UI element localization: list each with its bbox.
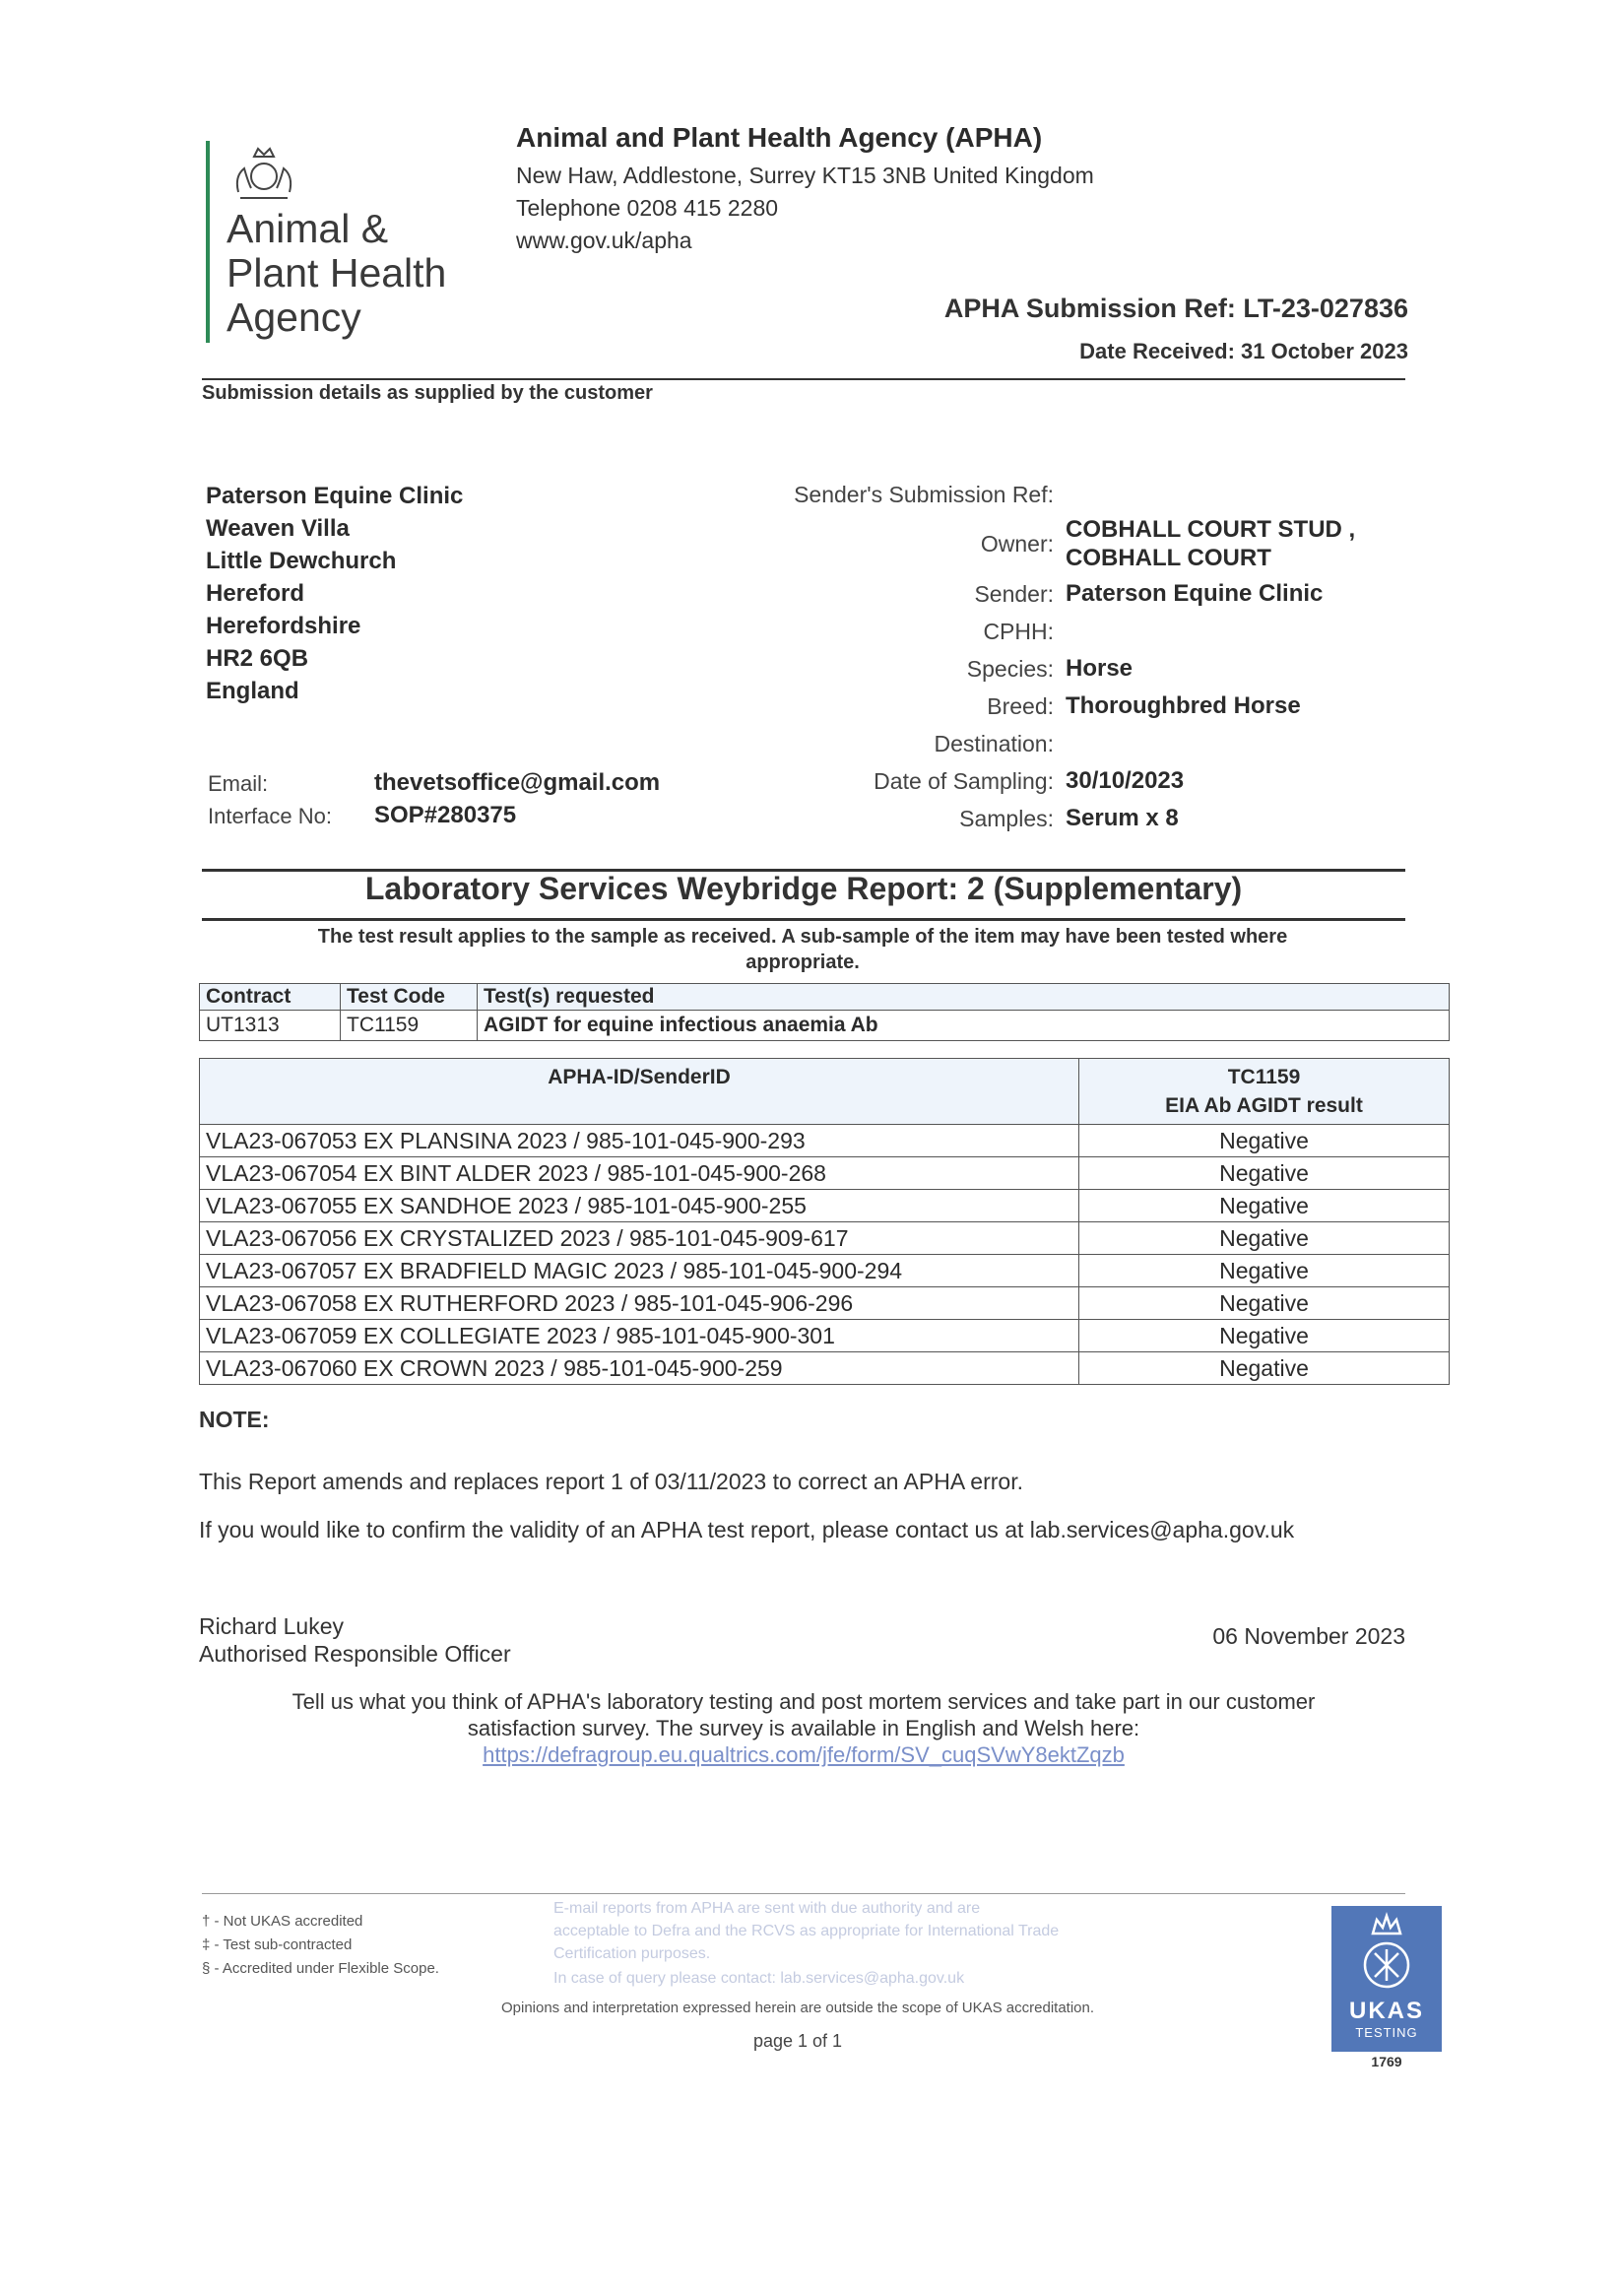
- customer-address-line: Paterson Equine Clinic: [206, 483, 464, 509]
- ukas-testing: TESTING: [1355, 2025, 1418, 2040]
- survey-link[interactable]: https://defragroup.eu.qualtrics.com/jfe/form/SV_cuqSVwY8ektZqzb: [483, 1742, 1125, 1767]
- logo-accent-bar: [206, 141, 210, 343]
- applies-statement: The test result applies to the sample as received. A sub-sample of the item may have been tested where appropriate.: [317, 926, 1288, 973]
- sample-id: VLA23-067057 EX BRADFIELD MAGIC 2023 / 985-101-045-900-294: [200, 1255, 1079, 1287]
- test-code-column: TC1159: [1227, 1066, 1301, 1088]
- date-received: Date Received: 31 October 2023: [1079, 339, 1408, 363]
- customer-address-line: Weaven Villa: [206, 515, 350, 542]
- sample-result: Negative: [1079, 1157, 1450, 1190]
- officer-name: Richard Lukey: [199, 1613, 345, 1639]
- table-row: [200, 1320, 1450, 1352]
- sample-id: VLA23-067053 EX PLANSINA 2023 / 985-101-045-900-293: [200, 1125, 1079, 1157]
- sample-id: VLA23-067060 EX CROWN 2023 / 985-101-045-900-259: [200, 1352, 1079, 1385]
- customer-address-line: HR2 6QB: [206, 645, 309, 672]
- submission-ref: APHA Submission Ref: LT-23-027836: [943, 294, 1408, 323]
- table-row: [200, 1352, 1450, 1385]
- sample-result: Negative: [1079, 1287, 1450, 1320]
- table-row: [200, 1125, 1450, 1157]
- ukas-number: 1769: [1371, 2054, 1402, 2069]
- header-divider: [202, 378, 1405, 380]
- breed-value: Thoroughbred Horse: [1066, 692, 1301, 719]
- sampling-date-value: 30/10/2023: [1066, 767, 1185, 794]
- sample-id: VLA23-067056 EX CRYSTALIZED 2023 / 985-101-045-909-617: [200, 1222, 1079, 1255]
- contract-header: Contract: [200, 984, 341, 1011]
- table-row: [200, 1157, 1450, 1190]
- ukas-badge-content: [1331, 1906, 1442, 2040]
- sample-id: VLA23-067059 EX COLLEGIATE 2023 / 985-101-045-900-301: [200, 1320, 1079, 1352]
- page-number: page 1 of 1: [752, 2031, 843, 2051]
- email-notice: E-mail reports from APHA are sent with due authority and are acceptable to Defra and the RCVS as appropriate for International Trade Certification purposes. In case of query please contact: lab.services@apha.gov.uk: [553, 1900, 1060, 1987]
- results-table: [199, 1058, 1450, 1385]
- table-row: [200, 1222, 1450, 1255]
- interface-label: Interface No:: [208, 804, 332, 828]
- breed-label: Breed:: [987, 693, 1054, 719]
- sample-result: Negative: [1079, 1125, 1450, 1157]
- amend-note: This Report amends and replaces report 1 of 03/11/2023 to correct an APHA error.: [199, 1469, 1023, 1494]
- test-code-value: TC1159: [341, 1011, 478, 1041]
- result-header: [1079, 1059, 1450, 1125]
- sample-result: Negative: [1079, 1320, 1450, 1352]
- customer-address-line: England: [206, 678, 299, 704]
- owner-value-line2: COBHALL COURT: [1066, 545, 1271, 571]
- report-bottom-rule: [202, 918, 1405, 921]
- customer-address-line: Hereford: [206, 580, 305, 607]
- royal-crest-icon: [225, 143, 303, 204]
- legend-not-accredited: † - Not UKAS accredited: [202, 1913, 363, 1930]
- owner-value-line1: COBHALL COURT STUD ,: [1066, 516, 1356, 543]
- email-label: Email:: [208, 771, 269, 796]
- report-date: 06 November 2023: [1212, 1623, 1405, 1649]
- survey-text: Tell us what you think of APHA's laboratory testing and post mortem services and take part in our customer satisfaction survey. The survey is available in English and Welsh here: https://defragroup.eu.qualtrics.com/jfe/form/SV_cuqSVwY8ektZqzb: [202, 1688, 1405, 1768]
- customer-address-line: Herefordshire: [206, 613, 361, 639]
- customer-address-line: Little Dewchurch: [206, 548, 397, 574]
- tests-requested-header: Test(s) requested: [478, 984, 1450, 1011]
- sample-result: Negative: [1079, 1255, 1450, 1287]
- agency-name: Animal and Plant Health Agency (APHA): [516, 122, 1043, 153]
- legend-flexible-scope: § - Accredited under Flexible Scope.: [202, 1960, 439, 1977]
- sampling-date-label: Date of Sampling:: [874, 768, 1054, 794]
- agency-telephone: Telephone 0208 415 2280: [516, 195, 779, 221]
- contract-table: [199, 983, 1450, 1041]
- test-code-header: Test Code: [341, 984, 478, 1011]
- species-label: Species:: [966, 656, 1054, 682]
- result-column: EIA Ab AGIDT result: [1165, 1094, 1363, 1117]
- cphh-label: CPHH:: [983, 619, 1054, 644]
- table-row: [200, 1255, 1450, 1287]
- sender-label: Sender:: [974, 581, 1054, 607]
- samples-label: Samples:: [959, 806, 1054, 831]
- sender-value: Paterson Equine Clinic: [1066, 580, 1324, 607]
- sample-result: Negative: [1079, 1190, 1450, 1222]
- note-heading: NOTE:: [199, 1407, 270, 1432]
- senders-ref-label: Sender's Submission Ref:: [794, 482, 1054, 507]
- legend-sub-contracted: ‡ - Test sub-contracted: [202, 1936, 353, 1953]
- sample-id: VLA23-067054 EX BINT ALDER 2023 / 985-101-045-900-268: [200, 1157, 1079, 1190]
- validity-note: If you would like to confirm the validity of an APHA test report, please contact us at lab.services@apha.gov.uk: [199, 1517, 1295, 1542]
- customer-email[interactable]: thevetsoffice@gmail.com: [374, 769, 661, 796]
- destination-label: Destination:: [934, 731, 1054, 756]
- ukas-crown-icon: [1331, 1906, 1442, 1997]
- agency-logo-text: Animal & Plant Health Agency: [227, 206, 447, 340]
- ukas-name: UKAS: [1348, 1998, 1424, 2024]
- agency-website[interactable]: www.gov.uk/apha: [516, 228, 692, 253]
- apha-id-header: APHA-ID/SenderID: [200, 1059, 1079, 1125]
- table-row: [200, 1287, 1450, 1320]
- interface-number: SOP#280375: [374, 802, 517, 828]
- sample-result: Negative: [1079, 1352, 1450, 1385]
- table-row: [200, 1190, 1450, 1222]
- tests-requested-value: AGIDT for equine infectious anaemia Ab: [478, 1011, 1450, 1041]
- sample-result: Negative: [1079, 1222, 1450, 1255]
- species-value: Horse: [1066, 655, 1134, 682]
- samples-value: Serum x 8: [1066, 805, 1179, 831]
- owner-label: Owner:: [980, 531, 1054, 557]
- sample-id: VLA23-067058 EX RUTHERFORD 2023 / 985-101-045-906-296: [200, 1287, 1079, 1320]
- footer-divider: [202, 1893, 1405, 1894]
- report-title: Laboratory Services Weybridge Report: 2 (Supplementary): [364, 871, 1243, 906]
- sample-id: VLA23-067055 EX SANDHOE 2023 / 985-101-045-900-255: [200, 1190, 1079, 1222]
- agency-address: New Haw, Addlestone, Surrey KT15 3NB United Kingdom: [516, 163, 1094, 188]
- submission-heading: Submission details as supplied by the customer: [202, 382, 653, 404]
- contract-value: UT1313: [200, 1011, 341, 1041]
- officer-role: Authorised Responsible Officer: [199, 1641, 511, 1667]
- ukas-disclaimer: Opinions and interpretation expressed herein are outside the scope of UKAS accreditation.: [500, 2000, 1095, 2016]
